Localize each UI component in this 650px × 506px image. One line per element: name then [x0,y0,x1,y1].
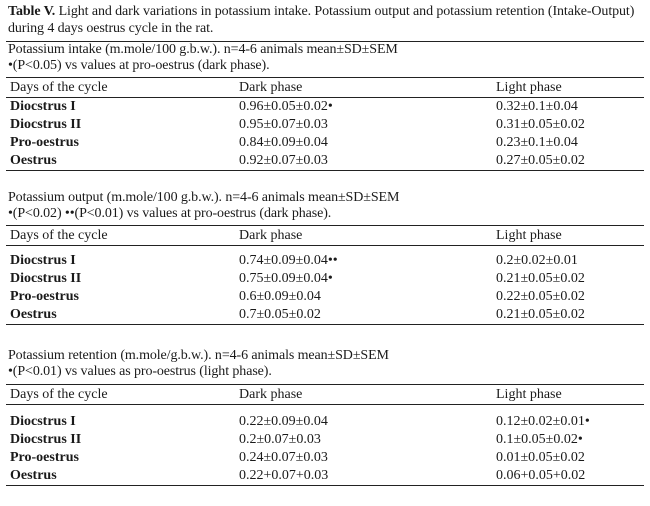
table-row [6,431,644,449]
cell-light: 0.21±0.05±0.02 [496,271,585,286]
cell-dark: 0.75±0.09±0.04• [239,271,333,286]
cell-dark: 0.95±0.07±0.03 [239,117,328,132]
cell-dark: 0.74±0.09±0.04•• [239,253,338,268]
column-header-dark: Dark phase [239,387,303,402]
column-header-days: Days of the cycle [10,80,108,95]
cell-dark: 0.92±0.07±0.03 [239,153,328,168]
cell-dark: 0.96±0.05±0.02• [239,99,333,114]
cell-dark: 0.22±0.09±0.04 [239,414,328,429]
cell-day: Diocstrus I [10,99,76,114]
cell-light: 0.23±0.1±0.04 [496,135,578,150]
caption-line-1: Potassium retention (m.mole/g.b.w.). n=4-6 animals mean±SD±SEM [8,348,389,363]
cell-light: 0.32±0.1±0.04 [496,99,578,114]
table-row [6,270,644,288]
column-header-row [6,385,644,404]
table-row [6,252,644,270]
cell-light: 0.22±0.05±0.02 [496,289,585,304]
column-header-dark: Dark phase [239,228,303,243]
cell-day: Pro-oestrus [10,135,79,150]
table-row [6,152,644,170]
table-row [6,288,644,306]
cell-day: Diocstrus I [10,253,76,268]
column-header-light: Light phase [496,387,562,402]
cell-dark: 0.6±0.09±0.04 [239,289,321,304]
cell-dark: 0.2±0.07±0.03 [239,432,321,447]
cell-day: Diocstrus II [10,117,82,132]
cell-light: 0.06+0.05+0.02 [496,468,586,483]
column-header-row [6,226,644,245]
section-retention [6,348,644,486]
table-title-text: Light and dark variations in potassium intake. Potassium output and potassium retention (Intake-Output) during 4 days oestrus cycle in the rat. [8,4,635,36]
divider [6,485,644,486]
caption-line-2: •(P<0.05) vs values at pro-oestrus (dark phase). [8,58,270,73]
table-title [8,3,644,37]
table-row [6,306,644,324]
column-header-days: Days of the cycle [10,387,108,402]
column-header-days: Days of the cycle [10,228,108,243]
cell-light: 0.12±0.02±0.01• [496,414,590,429]
cell-light: 0.2±0.02±0.01 [496,253,578,268]
divider [6,170,644,171]
divider [6,324,644,325]
section-caption [6,190,644,222]
cell-dark: 0.84±0.09±0.04 [239,135,328,150]
section-caption [6,42,644,74]
table-row [6,413,644,431]
table-row [6,467,644,485]
section-intake [6,41,644,171]
column-header-row [6,78,644,97]
caption-line-2: •(P<0.02) ••(P<0.01) vs values at pro-oestrus (dark phase). [8,206,332,221]
cell-day: Oestrus [10,153,57,168]
table-row [6,116,644,134]
cell-dark: 0.22+0.07+0.03 [239,468,329,483]
cell-light: 0.27±0.05±0.02 [496,153,585,168]
caption-line-2: •(P<0.01) vs values as pro-oestrus (light phase). [8,364,272,379]
table-row [6,134,644,152]
cell-light: 0.1±0.05±0.02• [496,432,583,447]
column-header-light: Light phase [496,80,562,95]
cell-day: Diocstrus II [10,432,82,447]
cell-dark: 0.7±0.05±0.02 [239,307,321,322]
section-output [6,190,644,325]
cell-light: 0.01±0.05±0.02 [496,450,585,465]
column-header-light: Light phase [496,228,562,243]
table-row [6,449,644,467]
table-title-label: Table V. [8,4,56,19]
cell-day: Pro-oestrus [10,289,79,304]
cell-day: Pro-oestrus [10,450,79,465]
cell-day: Oestrus [10,468,57,483]
cell-day: Diocstrus II [10,271,82,286]
cell-day: Oestrus [10,307,57,322]
cell-day: Diocstrus I [10,414,76,429]
cell-dark: 0.24±0.07±0.03 [239,450,328,465]
table-row [6,98,644,116]
caption-line-1: Potassium intake (m.mole/100 g.b.w.). n=4-6 animals mean±SD±SEM [8,42,398,57]
caption-line-1: Potassium output (m.mole/100 g.b.w.). n=4-6 animals mean±SD±SEM [8,190,400,205]
column-header-dark: Dark phase [239,80,303,95]
cell-light: 0.31±0.05±0.02 [496,117,585,132]
section-caption [6,348,644,380]
cell-light: 0.21±0.05±0.02 [496,307,585,322]
